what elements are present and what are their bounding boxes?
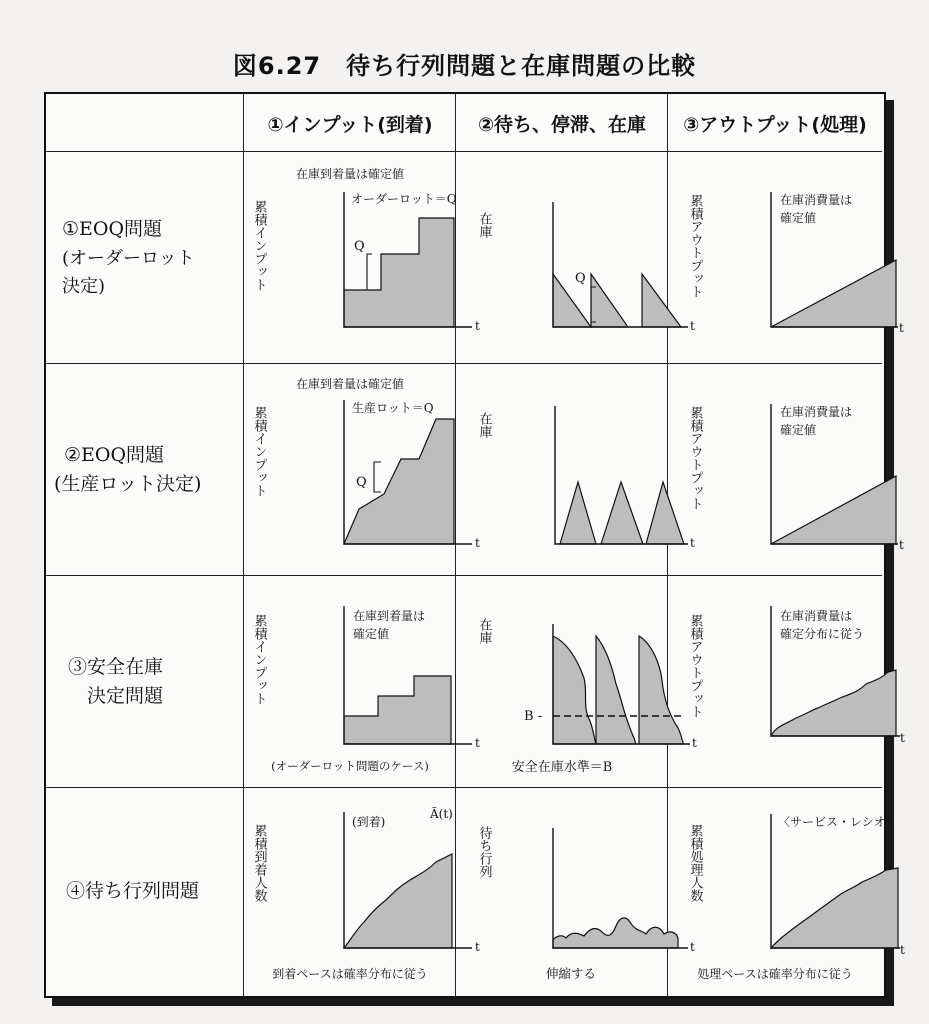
r2c2-triangle-1 (560, 482, 596, 544)
r4c2-t-label: t (690, 940, 695, 954)
row2-label-line2: (生産ロット決定) (54, 473, 202, 495)
chart-r3c3-stochastic-output (668, 576, 905, 788)
row1-label-line1: ①EOQ問題 (62, 218, 163, 241)
r2c3-note-1: 在庫消費量は (780, 405, 853, 419)
r2c2-t-label: t (690, 536, 695, 550)
r3c1-bottom-note: (オーダーロット問題のケース) (271, 759, 429, 773)
row-label-safety-stock (46, 576, 243, 788)
r2c1-y-label: 累積インプット (251, 406, 267, 497)
r2c2-y-label: 在庫 (476, 412, 492, 438)
r1c3-note-1: 在庫消費量は (780, 193, 853, 207)
column-header-wait: ②待ち、停滞、在庫 (477, 113, 647, 136)
r3c2-y-label: 在庫 (476, 618, 492, 644)
figure-title: 図6.27 待ち行列問題と在庫問題の比較 (232, 52, 697, 80)
r4c1-bottom-note: 到着ペースは確率分布に従う (272, 967, 428, 981)
r2c3-t-label: t (899, 538, 904, 552)
r1c2-t-label: t (690, 319, 695, 333)
row-label-queue (46, 788, 243, 996)
r3c2-t-label: t (692, 736, 697, 750)
chart-r1c1-staircase-input (244, 152, 480, 364)
r1c1-staircase-area (344, 218, 454, 327)
r2c3-note-2: 確定値 (780, 423, 817, 437)
r4c3-y-label: 累積処理人数 (687, 824, 703, 902)
r3c3-note-1: 在庫消費量は (780, 609, 853, 623)
r1c3-output-area (771, 260, 896, 327)
row-label-eoq-production (46, 364, 243, 576)
r1c2-y-label: 在庫 (476, 212, 492, 238)
r4c3-output-area (771, 868, 898, 948)
r4c3-t-label: t (900, 943, 905, 957)
row2-label-line1: ②EOQ問題 (64, 443, 165, 466)
chart-r1c3-linear-output (668, 152, 904, 364)
r3c1-t-label: t (475, 736, 480, 750)
row1-label-line2: (オーダーロット (62, 247, 195, 269)
column-header-output: ③アウトプット(処理) (683, 113, 867, 136)
r4c2-y-label: 待ち行列 (476, 826, 492, 878)
column-header-input: ①インプット(到着) (267, 113, 433, 136)
r3c2-cycle-2 (596, 636, 636, 744)
r4c2-queue-area (553, 918, 678, 948)
r4c1-t-label: t (475, 940, 480, 954)
chart-r2c3-linear-output (668, 364, 904, 576)
r2c1-q-label: Q (356, 475, 367, 490)
comparison-table (44, 92, 905, 998)
r1c2-tooth-2 (591, 274, 628, 327)
row1-label-line3: 決定) (62, 275, 106, 297)
r1c2-q-label: Q (575, 271, 586, 286)
r1c1-q-label: Q (354, 239, 365, 254)
header-corner-cell (46, 94, 244, 152)
r3c2-cycle-1 (553, 636, 596, 744)
r1c1-q-bracket (367, 254, 372, 290)
r3c2-bottom-note: 安全在庫水準＝B (511, 760, 613, 775)
chart-r3c1-step-input (244, 576, 480, 788)
r2c3-y-label: 累積アウトプット (687, 406, 703, 510)
r3c3-note-2: 確定分布に従う (780, 627, 865, 641)
r3c1-note-2: 確定値 (353, 627, 390, 641)
r1c3-t-label: t (899, 321, 904, 335)
r4c1-curve-label: Ã(t) (430, 807, 453, 821)
r4c2-bottom-note: 伸縮する (546, 966, 597, 981)
r2c1-t-label: t (475, 536, 480, 550)
r1c1-top-note: 在庫到着量は確定値 (295, 167, 405, 181)
r3c1-y-label: 累積インプット (251, 614, 267, 705)
r1c1-y-label: 累積インプット (251, 200, 267, 291)
r4c1-arrival-area (344, 854, 452, 948)
r1c1-inner-note: オーダーロット＝Q (351, 192, 457, 206)
r2c3-output-area (771, 476, 896, 544)
r3c3-t-label: t (900, 731, 905, 745)
r3c2-b-label: B - (524, 709, 543, 724)
r1c3-y-label: 累積アウトプット (687, 194, 703, 298)
r3c1-note-1: 在庫到着量は (353, 609, 426, 623)
r2c1-inner-note: 生産ロット＝Q (352, 401, 434, 415)
r4c3-bottom-note: 処理ペースは確率分布に従う (697, 967, 853, 981)
r2c2-triangle-2 (601, 482, 643, 544)
r3c1-step-area (344, 676, 451, 744)
r4c1-y-label: 累積到着人数 (251, 824, 267, 902)
row3-label-line1: ③安全在庫 (68, 655, 164, 678)
chart-r2c1-production-input (244, 364, 480, 576)
r4c1-inner-note: (到着) (352, 815, 386, 829)
r4c3-inner-note: 〈サービス・レシオ〉 (778, 815, 898, 829)
r3c3-output-area (771, 670, 896, 736)
r1c3-note-2: 確定値 (780, 211, 817, 225)
row-label-eoq-order (46, 152, 243, 364)
r1c1-t-label: t (475, 319, 480, 333)
r2c1-q-bracket (374, 462, 381, 492)
row4-label-line1: ④待ち行列問題 (66, 880, 200, 903)
r2c1-top-note: 在庫到着量は確定値 (295, 377, 405, 391)
r3c3-y-label: 累積アウトプット (687, 614, 703, 718)
chart-r4c1-arrival (244, 788, 480, 996)
row3-label-line2: 決定問題 (68, 685, 164, 707)
chart-r4c3-service-output (668, 788, 905, 996)
